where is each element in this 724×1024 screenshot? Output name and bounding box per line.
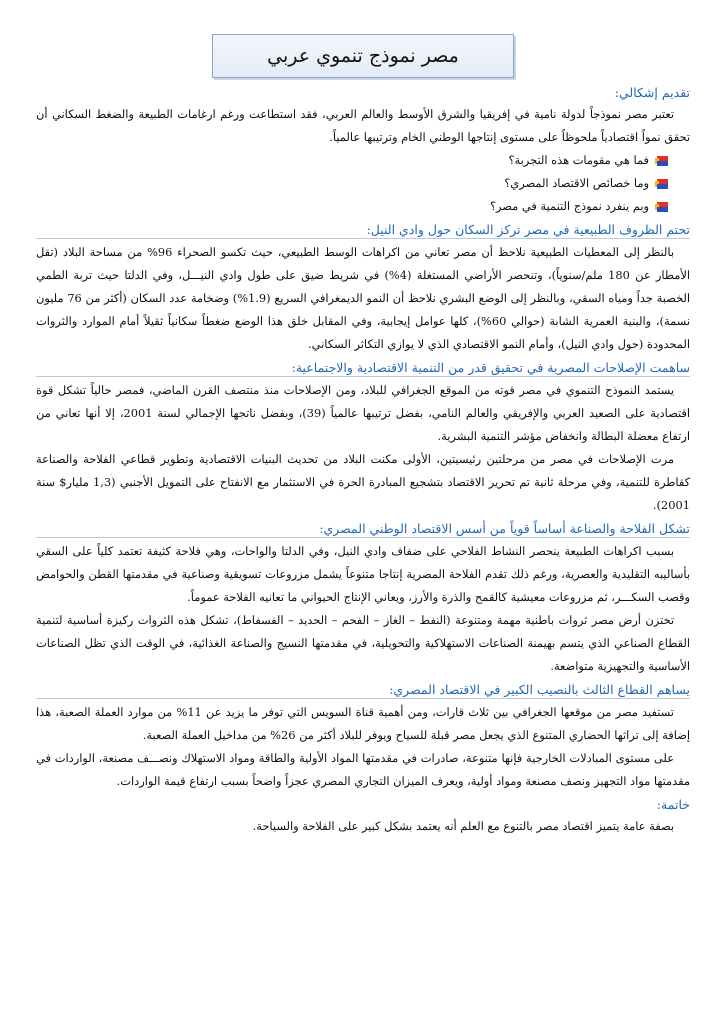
flag-bullet-icon — [655, 155, 668, 167]
section-heading-intro: تقديم إشكالي: — [614, 85, 690, 100]
section-heading-nature: تحتم الظروف الطبيعية في مصر تركز السكان حول وادي النيل: — [36, 221, 690, 239]
list-item-text: وبم ينفرد نموذج التنمية في مصر؟ — [489, 199, 649, 213]
question-list — [36, 149, 668, 218]
list-item — [36, 195, 668, 218]
paragraph: على مستوى المبادلات الخارجية فإنها متنوعة، صادرات في مقدمتها المواد الأولية والطاقة ومواد الاستهلاك ونصـــف مصنعة، الواردات في مقدمتها مواد التجهيز ونصف مصنعة ومواد أولية، ويعرف الميزان التجاري المصري عجزاً واضحاً بسبب ارتفاع قيمة الواردات. — [36, 751, 690, 788]
page-title: مصر نموذج تنموي عربي — [267, 45, 459, 67]
paragraph: تستفيد مصر من موقعها الجغرافي بين ثلاث قارات، ومن أهمية قناة السويس التي توفر ما يزيد عن 11% من موارد العملة الصعبة، هذا إضافة إلى تراثها الحضاري المتنوع الذي يجعل مصر قبلة للسياح ويوفر للبلاد أكثر من 26% من مداخيل العملة الصعبة. — [36, 705, 690, 742]
section-heading-conclusion: خاتمة: — [656, 797, 690, 812]
list-item-text: وما خصائص الاقتصاد المصري؟ — [504, 176, 649, 190]
title-box — [212, 34, 514, 78]
flag-bullet-icon — [655, 178, 668, 190]
section-heading-agriculture-industry: تشكل الفلاحة والصناعة أساساً قوياً من أسس الاقتصاد الوطني المصري: — [36, 520, 690, 538]
section-heading-reforms: ساهمت الإصلاحات المصرية في تحقيق قدر من التنمية الاقتصادية والاجتماعية: — [36, 359, 690, 377]
paragraph: مرت الإصلاحات في مصر من مرحلتين رئيسيتين، الأولى مكنت البلاد من تحديث البنيات الاقتصادية وتطوير قطاعي الفلاحة والصناعة كقاطرة للتنمية، وفي مرحلة ثانية تم تحرير الاقتصاد بتشجيع المبادرة الحرة في الاستثمار مع الانفتاح على التمويل الأجنبي (1,3 مليار$ سنة 2001). — [36, 452, 691, 512]
paragraph: يستمد النموذج التنموي في مصر قوته من الموقع الجغرافي للبلاد، ومن الإصلاحات منذ منتصف القرن الماضي، فمصر حالياً تشكل قوة اقتصادية على الصعيد العربي والإفريقي والعالم النامي، بفضل ترتيبها عالمياً (39)، وبفضل ناتجها الإجمالي لسنة 2001، إلا أنها تعاني من ارتفاع معضلة البطالة وانخفاض مؤشر التنمية البشرية. — [36, 383, 690, 443]
list-item — [36, 149, 668, 172]
paragraph: بصفة عامة يتميز اقتصاد مصر بالتنوع مع العلم أنه يعتمد بشكل كبير على الفلاحة والسياحة. — [252, 819, 674, 833]
paragraph: بسبب اكراهات الطبيعة ينحصر النشاط الفلاحي على ضفاف وادي النيل، وفي الدلتا والواحات، وهي فلاحة كثيفة تعتمد كلياً على السقي بأساليبه التقليدية والعصرية، ورغم ذلك تقدم الفلاحة المصرية إنتاجا متنوعاً يشمل مزروعات تسويقية وصناعية في مقدمتها القطن والحوامض وقصب السكـــر، ثم مزروعات معيشية كالقمح والذرة والأرز، ويعاني الإنتاج الحيواني ما تعانيه الفلاحة عموماً. — [36, 544, 690, 604]
document-page — [36, 26, 690, 838]
list-item — [36, 172, 668, 195]
section-heading-tertiary: يساهم القطاع الثالث بالنصيب الكبير في الاقتصاد المصري: — [36, 681, 690, 699]
paragraph: بالنظر إلى المعطيات الطبيعية نلاحظ أن مصر تعاني من اكراهات الوسط الطبيعي، حيث تكسو الصحراء 96% من مساحة البلاد (تقل الأمطار عن 180 ملم/سنوياً)، وتنحصر الأراضي المستغلة (4%) في شريط ضيق على طول وادي النيـــل، وفي الدلتا حيث تربة الطمي الخصبة جداً ومياه السقي، وبالنظر إلى الوضع البشري نلاحظ أن النمو الديمغرافي السريع (1.9%) وضخامة عدد السكان (أكثر من 76 مليون نسمة)، والبنية العمرية الشابة (حوالي 60%)، كلها عوامل إيجابية، وفي المقابل خلق هذا الوضع ضغطاً سكانياً ثقيلاً أمام الموارد والثروات المحدودة (حول وادي النيل)، وأمام النمو الاقتصادي الذي لا يوازي التكاثر السكاني. — [36, 245, 690, 351]
flag-bullet-icon — [655, 201, 668, 213]
paragraph: تعتبر مصر نموذجاً لدولة نامية في إفريقيا والشرق الأوسط والعالم العربي، فقد استطاعت ورغم ارغامات الطبيعة والضغط السكاني أن تحقق نمواً اقتصادياً ملحوظاً على مستوى إنتاجها الوطني الخام وترتيبها عالمياً. — [36, 107, 690, 144]
list-item-text: فما هي مقومات هذه التجربة؟ — [508, 153, 649, 167]
paragraph: تختزن أرض مصر ثروات باطنية مهمة ومتنوعة (النفط – الغاز – الفحم – الحديد – الفسفاط)، تشكل هذه الثروات ركيزة أساسية لتنمية القطاع الصناعي الذي يتسم بهيمنة الصناعات الاستهلاكية والتحويلية، في مقدمتها النسيج والصناعة الغذائية، في الوقت الذي تظل الصناعات الأساسية والتجهيزية متواضعة. — [36, 613, 690, 673]
